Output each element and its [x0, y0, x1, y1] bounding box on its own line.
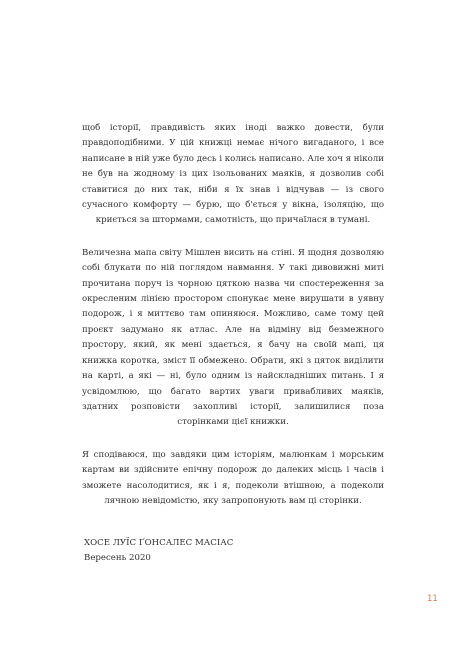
body-text	[82, 121, 384, 566]
paragraph-3: Я сподіваюся, що завдяки цим історіям, малюнкам і морським картам ви здійсните епічну подорож до далеких місць і часів і зможете насолодитися, як і я, подеколи втішною, а подеколи лячною невідомістю, яку запропонують вам ці сторінки.	[82, 449, 384, 506]
author-name: ХОСЕ ЛУЇС ҐОНСАЛЕС МАСІАС	[84, 538, 234, 549]
signature-date: Вересень 2020	[84, 553, 151, 564]
paragraph-2: Величезна мапа світу Мішлен висить на стіні. Я щодня дозволяю собі блукати по ній поглядом навмання. У такі дивовижні миті прочитана поруч із чорною цяткою назва чи спостереження за окресленим лінією простором спонукає мене вирушати в уявну подорож, і я миттєво там опиняюся. Можливо, саме тому цей проєкт задумано як атлас. Але на відміну від безмежного простору, який, як мені здається, я бачу на своїй мапі, ця книжка коротка, зміст її обмежено. Обрати, які з цяток виділити на карті, а які — ні, було одним із найскладніших питань. І я усвідомлюю, що багато вартих уваги привабливих маяків, здатних розповісти захопливі історії, залишилися поза сторінками цієї книжки.	[82, 247, 384, 428]
paragraph-1: щоб історії, правдивість яких іноді важко довести, були правдоподібними. У цій книжці немає нічого вигаданого, і все написане в ній уже було десь і колись написано. Але хоч я ніколи не був на жодному із цих ізольованих маяків, я дозволив собі ставитися до них так, ніби я їх знав і відчував — із свого сучасного комфорту — бурю, що б'ється у вікна, ізоляцію, що криється за штормами, самотність, що причаїлася в тумані.	[82, 123, 384, 226]
signature-block	[84, 536, 384, 566]
page-number: 11	[427, 594, 438, 604]
